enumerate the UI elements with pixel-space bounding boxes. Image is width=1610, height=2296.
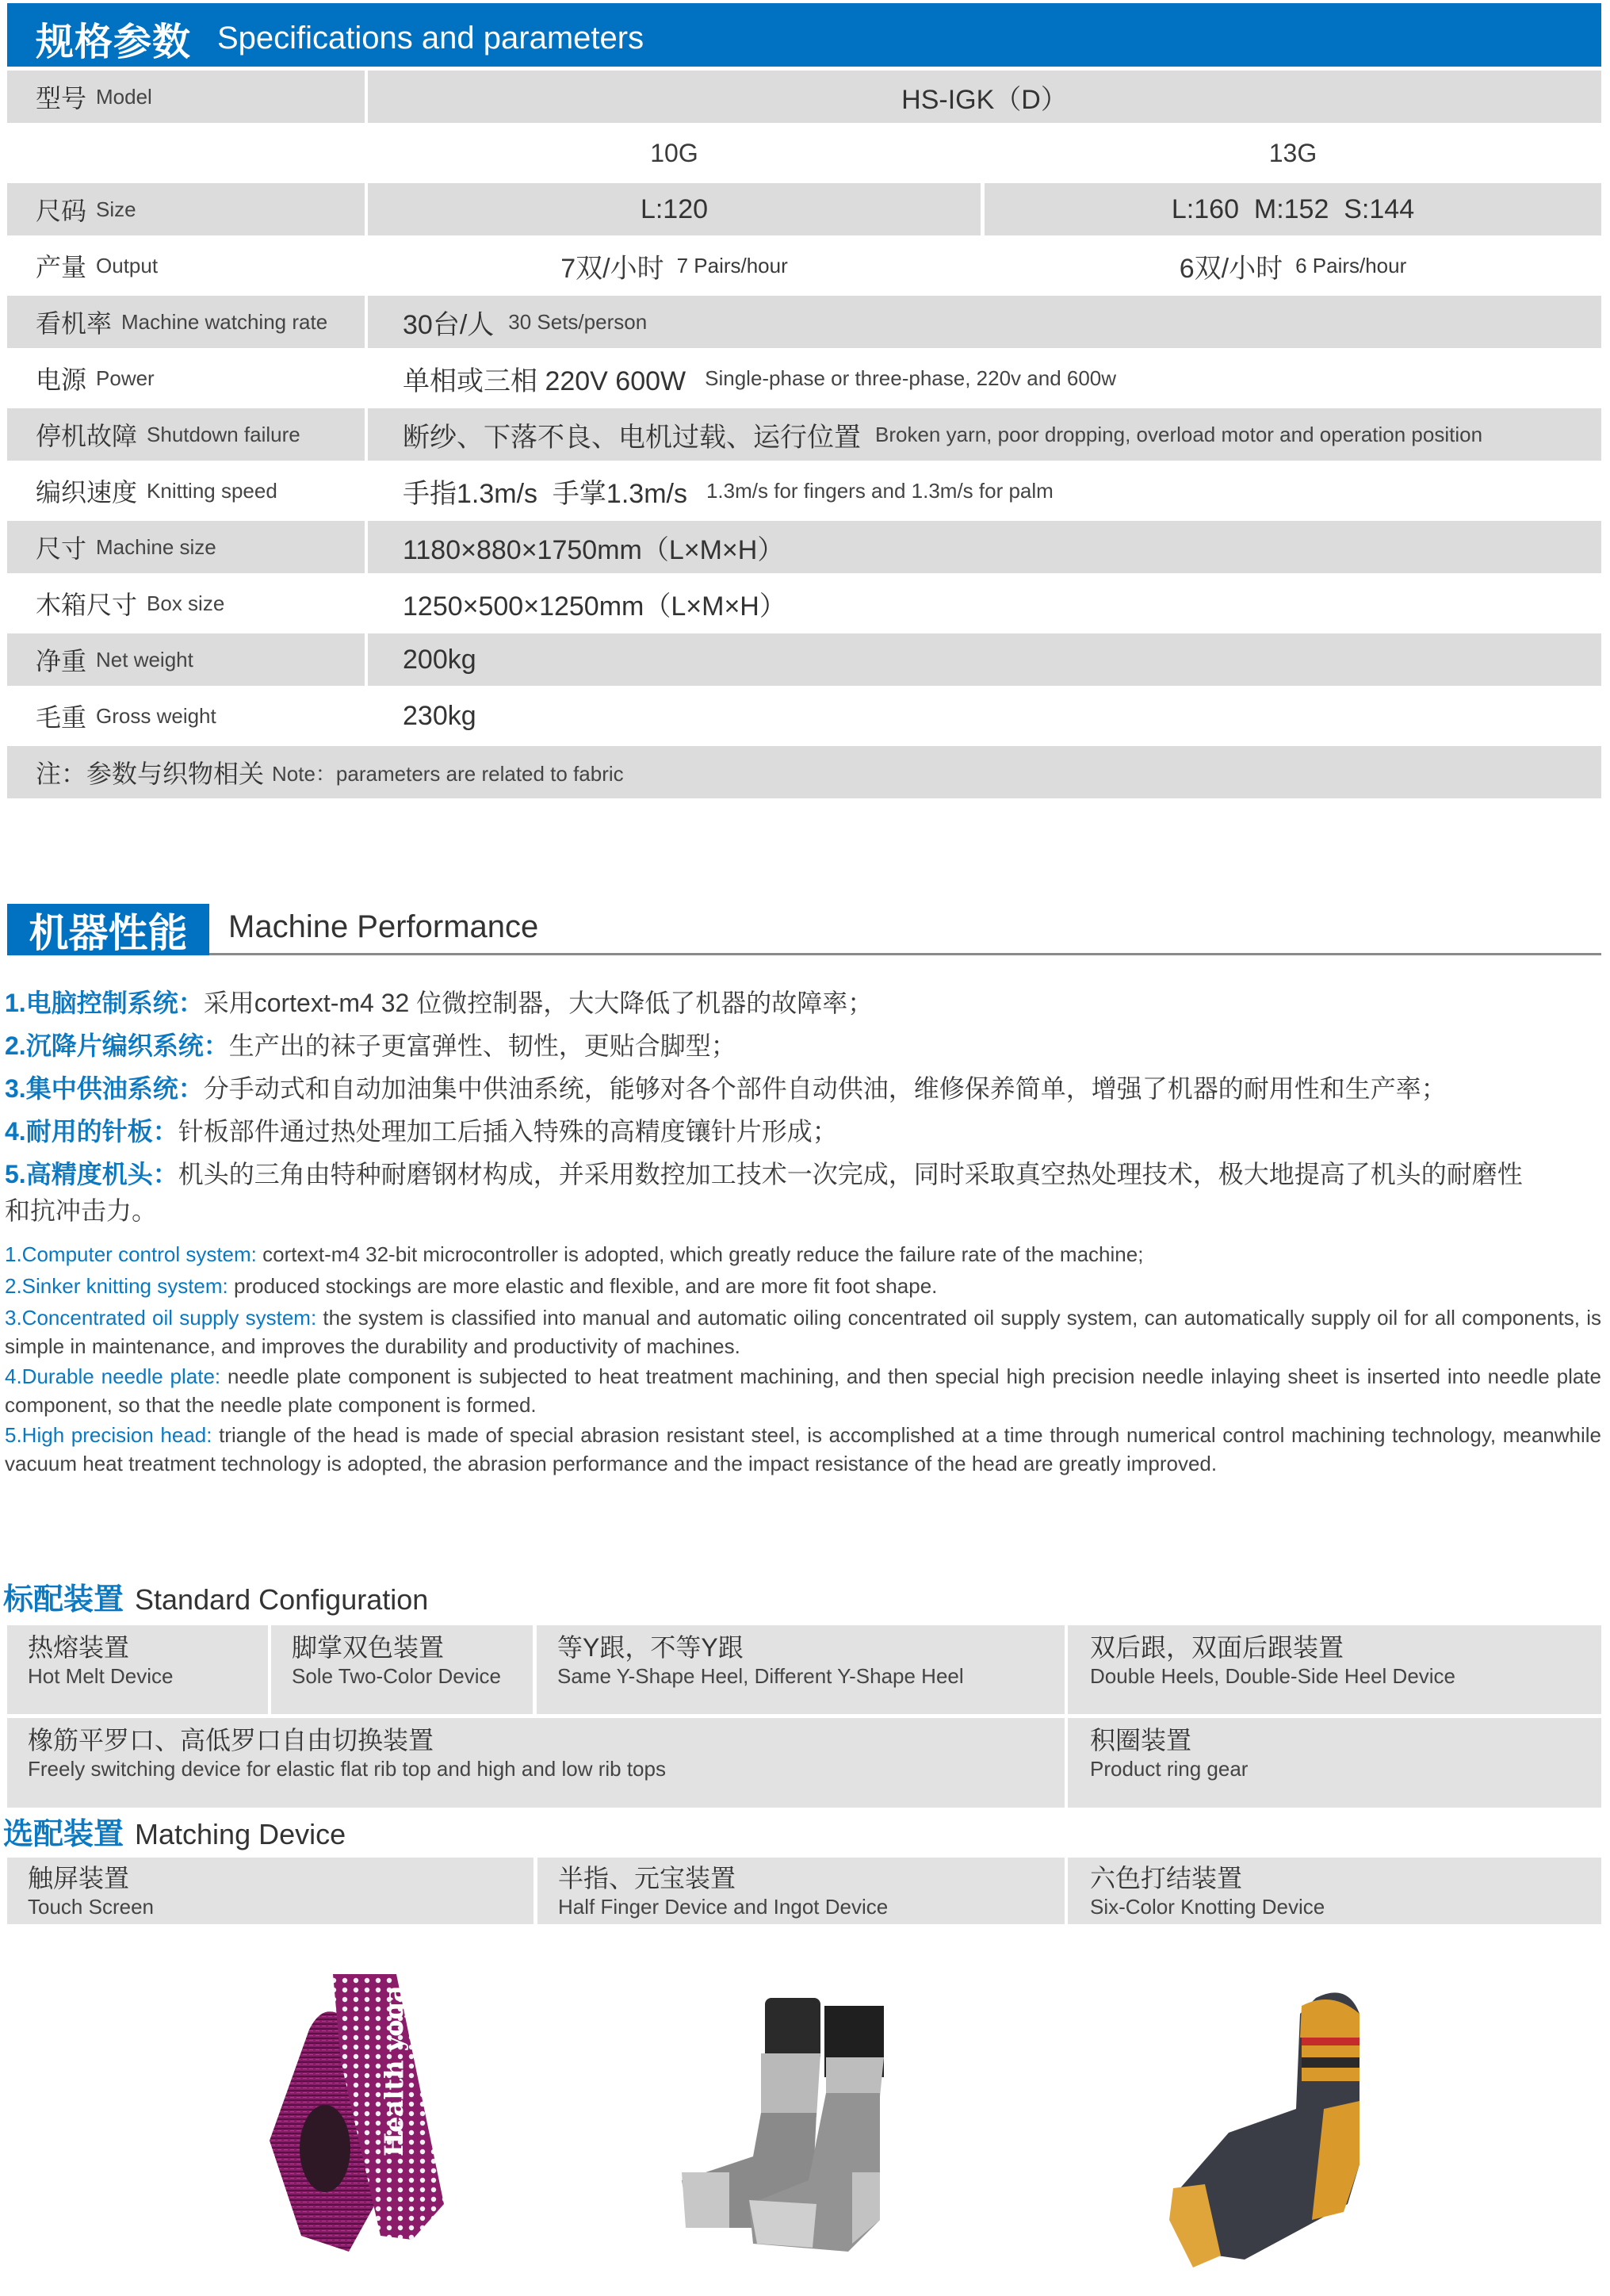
spec-value xyxy=(368,408,1601,461)
label-zh: 看机率 xyxy=(36,309,113,338)
label-zh: 尺码 xyxy=(36,197,87,225)
perf-zh-item-5 xyxy=(5,1154,1523,1191)
item-en: Hot Melt Device xyxy=(28,1664,174,1688)
perf-en-item-1 xyxy=(5,1240,1601,1269)
label-en: Gross weight xyxy=(96,703,216,728)
performance-divider xyxy=(209,953,1601,955)
item-zh: 半指、元宝装置 xyxy=(558,1864,736,1892)
title-en: Standard Configuration xyxy=(135,1583,429,1616)
product-image-yoga-socks xyxy=(206,1966,523,2267)
output-13g xyxy=(985,239,1601,292)
label-en: Size xyxy=(96,197,136,221)
gauge-label: 10G xyxy=(650,138,698,167)
perf-zh-item-3 xyxy=(5,1069,1447,1105)
size-10g xyxy=(368,183,981,235)
perf-zh-item-2 xyxy=(5,1026,736,1062)
item-en: Same Y-Shape Heel, Different Y-Shape Heel xyxy=(557,1664,964,1688)
product-image-grey-toe-socks xyxy=(610,1974,991,2260)
item-en: Product ring gear xyxy=(1090,1757,1249,1781)
striped-toe-sock-illustration xyxy=(1086,1982,1403,2283)
spec-note xyxy=(7,746,1601,798)
label-en: Box size xyxy=(147,591,225,615)
item-text: 生产出的袜子更富弹性、韧性，更贴合脚型； xyxy=(228,1031,736,1060)
item-text: the system is classified into manual and automatic oiling concentrated oil supply system, can automatically supply oil for all components, is simple in maintenance, and improves the durability and productivity of machines. xyxy=(5,1306,1601,1358)
item-en: Freely switching device for elastic flat rib top and high and low rib tops xyxy=(28,1757,666,1781)
perf-en-item-4 xyxy=(5,1362,1601,1419)
item-zh: 等Y跟，不等Y跟 xyxy=(557,1633,744,1662)
value-en: Single-phase or three-phase, 220v and 600w xyxy=(705,365,1117,390)
item-key: 4.耐用的针板： xyxy=(5,1117,178,1146)
perf-en-item-5 xyxy=(5,1421,1601,1478)
std-item-double-heels xyxy=(1068,1625,1601,1714)
output-10g xyxy=(368,239,981,292)
label-en: Knitting speed xyxy=(147,478,277,503)
value-zh: 单相或三相 220V 600W xyxy=(403,365,686,396)
item-text: 机头的三角由特种耐磨钢材构成，并采用数控加工技术一次完成，同时采取真空热处理技术，极大地提高了机头的耐磨性 xyxy=(178,1160,1523,1188)
spec-row-box-size xyxy=(7,577,1601,629)
gauge-label: 13G xyxy=(1268,138,1317,167)
output-zh: 7双/小时 xyxy=(560,253,664,284)
grey-toe-socks-illustration xyxy=(610,1974,991,2260)
value-zh: 手指1.3m/s 手掌1.3m/s xyxy=(403,478,687,509)
std-item-y-heel xyxy=(537,1625,1065,1714)
item-text: 分手动式和自动加油集中供油系统，能够对各个部件自动供油，维修保养简单，增强了机器的耐用性和生产率； xyxy=(203,1074,1447,1103)
item-text: 针板部件通过热处理加工后插入特殊的高精度镶针片形成； xyxy=(178,1117,838,1146)
value: 1180×880×1750mm（L×M×H） xyxy=(403,534,785,565)
spec-title-zh: 规格参数 xyxy=(36,21,192,63)
size-13g xyxy=(985,183,1601,235)
item-key: 3.集中供油系统： xyxy=(5,1074,204,1103)
yoga-print-text: Health yoga xyxy=(379,1985,409,2156)
output-zh: 6双/小时 xyxy=(1179,253,1283,284)
item-zh: 脚掌双色装置 xyxy=(292,1633,445,1662)
spec-label xyxy=(7,690,365,742)
value: 200kg xyxy=(403,644,476,675)
perf-zh-item-5-cont: 和抗冲击力。 xyxy=(5,1196,158,1225)
spec-row-net-weight xyxy=(7,633,1601,686)
spec-row-watching-rate xyxy=(7,296,1601,348)
label-en: Power xyxy=(96,365,155,390)
spec-label xyxy=(7,633,365,686)
label-zh: 停机故障 xyxy=(36,422,138,450)
item-en: Double Heels, Double-Side Heel Device xyxy=(1090,1664,1456,1688)
performance-tag: 机器性能 xyxy=(7,904,209,955)
spec-value xyxy=(368,577,1601,629)
value-zh: 断纱、下落不良、电机过载、运行位置 xyxy=(403,422,861,453)
label-zh: 编织速度 xyxy=(36,478,138,507)
spec-label xyxy=(7,239,365,292)
spec-label xyxy=(7,521,365,573)
label-en: Machine size xyxy=(96,534,216,559)
match-item-six-color xyxy=(1068,1858,1601,1924)
spec-row-shutdown-failure xyxy=(7,408,1601,461)
perf-en-item-3 xyxy=(5,1303,1601,1360)
label-zh: 尺寸 xyxy=(36,534,87,563)
matching-device-title xyxy=(3,1809,346,1853)
spec-label xyxy=(7,577,365,629)
label-zh: 型号 xyxy=(36,84,87,113)
spec-row-gauge xyxy=(7,127,1601,179)
value: 230kg xyxy=(403,700,476,731)
item-zh: 橡筋平罗口、高低罗口自由切换装置 xyxy=(28,1726,434,1755)
label-zh: 产量 xyxy=(36,253,87,281)
item-zh: 双后跟，双面后跟装置 xyxy=(1090,1633,1344,1662)
value-zh: 30台/人 xyxy=(403,309,495,340)
value-en: Broken yarn, poor dropping, overload motor and operation position xyxy=(875,422,1483,446)
spec-label xyxy=(7,408,365,461)
yoga-socks-illustration xyxy=(206,1966,523,2267)
spec-section-header xyxy=(7,3,1601,67)
spec-label xyxy=(7,296,365,348)
note-zh: 注：参数与织物相关 xyxy=(36,760,265,788)
label-zh: 木箱尺寸 xyxy=(36,591,138,619)
spec-value xyxy=(368,296,1601,348)
performance-title: Machine Performance xyxy=(228,909,539,944)
value-en: 1.3m/s for fingers and 1.3m/s for palm xyxy=(706,478,1054,503)
match-item-touch-screen xyxy=(7,1858,533,1924)
label-en: Net weight xyxy=(96,647,193,672)
output-en: 6 Pairs/hour xyxy=(1295,253,1407,277)
std-item-sole-two-color xyxy=(271,1625,533,1714)
item-en: Sole Two-Color Device xyxy=(292,1664,501,1688)
title-en: Matching Device xyxy=(135,1818,346,1850)
item-text: 采用cortext-m4 32 位微控制器，大大降低了机器的故障率； xyxy=(203,989,874,1017)
label-en: Output xyxy=(96,253,159,277)
item-key: 5.High precision head: xyxy=(5,1423,212,1447)
value: 1250×500×1250mm（L×M×H） xyxy=(403,591,786,622)
perf-zh-item-4 xyxy=(5,1112,838,1148)
item-text: cortext-m4 32-bit microcontroller is adopted, which greatly reduce the failure rate of the machine; xyxy=(256,1242,1144,1266)
spec-value xyxy=(368,633,1601,686)
item-zh: 触屏装置 xyxy=(28,1864,130,1892)
item-text: triangle of the head is made of special abrasion resistant steel, is accomplished at a time through numerical control machining technology, meanwhile vacuum heat treatment technology is adopted, the abrasion performance and the impact resistance of the head are greatly improved. xyxy=(5,1423,1601,1475)
output-en: 7 Pairs/hour xyxy=(676,253,788,277)
spec-value xyxy=(368,71,1601,123)
std-item-ring-gear xyxy=(1068,1718,1601,1808)
spec-row-size xyxy=(7,183,1601,235)
product-image-striped-toe-sock xyxy=(1086,1982,1403,2283)
gauge-10g xyxy=(368,127,981,179)
match-item-half-finger xyxy=(537,1858,1065,1924)
perf-zh-item-1 xyxy=(5,983,873,1020)
spec-row-machine-size xyxy=(7,521,1601,573)
spec-row-model xyxy=(7,71,1601,123)
label-zh: 毛重 xyxy=(36,703,87,732)
spec-label xyxy=(7,465,365,517)
item-en: Touch Screen xyxy=(28,1895,154,1919)
label-en: Machine watching rate xyxy=(121,309,328,334)
spec-title-en: Specifications and parameters xyxy=(217,21,644,55)
title-zh: 标配装置 xyxy=(3,1583,124,1617)
gauge-13g xyxy=(985,127,1601,179)
perf-en-item-2 xyxy=(5,1272,1601,1300)
size-value: L:120 xyxy=(640,193,709,224)
item-zh: 积圈装置 xyxy=(1090,1726,1192,1755)
model-value: HS-IGK（D） xyxy=(901,84,1068,115)
title-zh: 选配装置 xyxy=(3,1818,124,1851)
item-text: needle plate component is subjected to heat treatment machining, and then special high precision needle inlaying sheet is inserted into needle plate component, so that the needle plate component is formed. xyxy=(5,1364,1601,1417)
std-item-rib-switch xyxy=(7,1718,1065,1808)
spec-value xyxy=(368,521,1601,573)
value-en: 30 Sets/person xyxy=(508,309,648,334)
item-key: 1.电脑控制系统： xyxy=(5,989,204,1017)
item-key: 2.沉降片编织系统： xyxy=(5,1031,229,1060)
spec-value xyxy=(368,352,1601,404)
spec-row-knitting-speed xyxy=(7,465,1601,517)
standard-config-title xyxy=(3,1575,428,1618)
note-en: Note：parameters are related to fabric xyxy=(272,761,624,786)
item-text: produced stockings are more elastic and flexible, and are more fit foot shape. xyxy=(228,1274,938,1298)
item-en: Half Finger Device and Ingot Device xyxy=(558,1895,889,1919)
item-key: 5.高精度机头： xyxy=(5,1160,178,1188)
label-zh: 净重 xyxy=(36,647,87,675)
item-en: Six-Color Knotting Device xyxy=(1090,1895,1325,1919)
item-key: 1.Computer control system: xyxy=(5,1242,257,1266)
spec-row-power xyxy=(7,352,1601,404)
spec-label xyxy=(7,71,365,123)
item-zh: 热熔装置 xyxy=(28,1633,130,1662)
spec-row-gross-weight xyxy=(7,690,1601,742)
std-item-hot-melt xyxy=(7,1625,268,1714)
spec-value xyxy=(368,465,1601,517)
item-key: 2.Sinker knitting system: xyxy=(5,1274,228,1298)
label-en: Shutdown failure xyxy=(147,422,300,446)
label-en: Model xyxy=(96,84,152,109)
size-value: L:160 M:152 S:144 xyxy=(1171,193,1415,224)
spec-row-output xyxy=(7,239,1601,292)
item-zh: 六色打结装置 xyxy=(1090,1864,1243,1892)
spec-label xyxy=(7,352,365,404)
item-key: 3.Concentrated oil supply system: xyxy=(5,1306,317,1330)
item-key: 4.Durable needle plate: xyxy=(5,1364,221,1388)
note-cell xyxy=(7,746,1601,798)
spec-label xyxy=(7,183,365,235)
spec-value xyxy=(368,690,1601,742)
label-zh: 电源 xyxy=(36,365,87,394)
